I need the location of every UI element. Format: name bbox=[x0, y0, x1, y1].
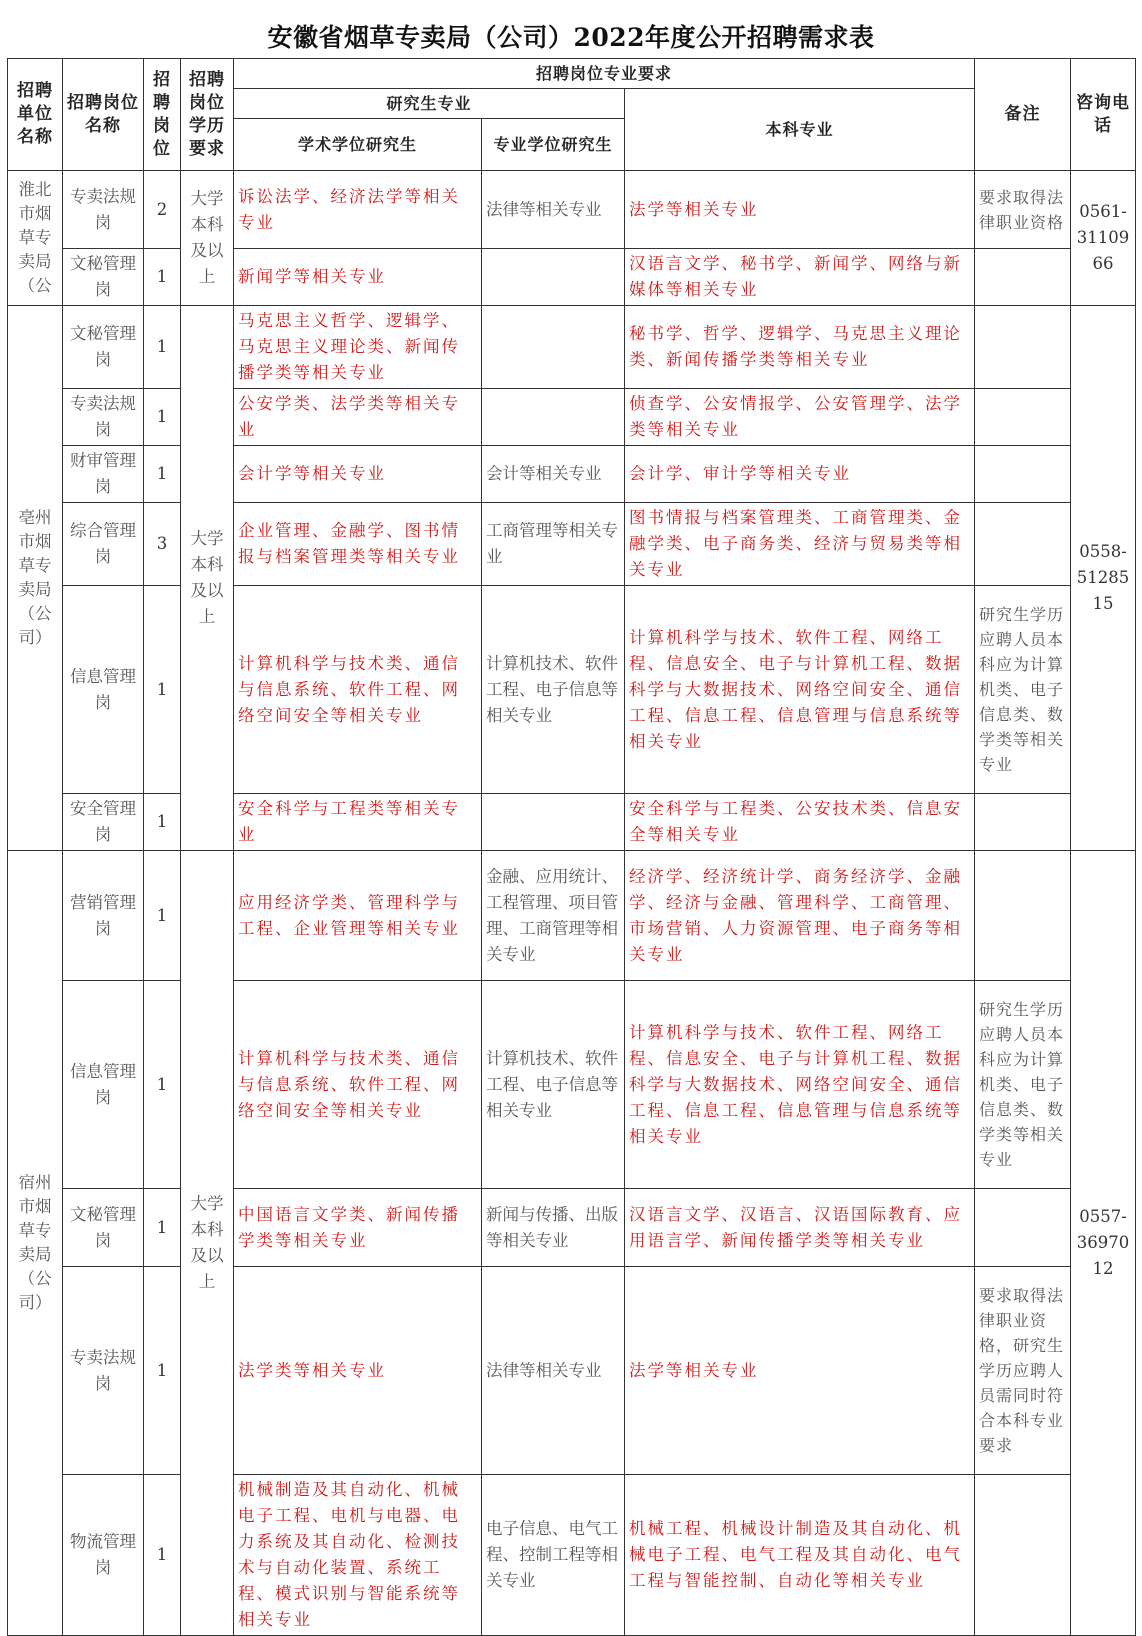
undergrad-major: 机械工程、机械设计制造及其自动化、机械电子工程、电气工程及其自动化、电气工程与智能控制、自动化等相关专业 bbox=[625, 1475, 975, 1636]
post-count: 1 bbox=[144, 389, 181, 446]
recruitment-table bbox=[7, 58, 1136, 1636]
education-requirement: 大学本科及以上 bbox=[181, 171, 234, 306]
post-name: 财审管理岗 bbox=[63, 446, 144, 503]
table-row bbox=[8, 851, 1136, 981]
header-undergrad: 本科专业 bbox=[625, 89, 975, 171]
post-name: 专卖法规岗 bbox=[63, 171, 144, 249]
academic-major: 应用经济学类、管理科学与工程、企业管理等相关专业 bbox=[234, 851, 482, 981]
contact-phone: 0557-3697012 bbox=[1071, 851, 1136, 1636]
note: 研究生学历应聘人员本科应为计算机类、电子信息类、数学类等相关专业 bbox=[975, 586, 1071, 794]
note bbox=[975, 1475, 1071, 1636]
post-count: 1 bbox=[144, 586, 181, 794]
academic-major: 法学类等相关专业 bbox=[234, 1267, 482, 1475]
table-row bbox=[8, 586, 1136, 794]
post-count: 1 bbox=[144, 981, 181, 1189]
table-row bbox=[8, 306, 1136, 389]
academic-major: 企业管理、金融学、图书情报与档案管理类等相关专业 bbox=[234, 503, 482, 586]
table-row bbox=[8, 503, 1136, 586]
post-count: 1 bbox=[144, 1189, 181, 1267]
post-name: 信息管理岗 bbox=[63, 981, 144, 1189]
professional-major: 新闻与传播、出版等相关专业 bbox=[482, 1189, 625, 1267]
post-name: 营销管理岗 bbox=[63, 851, 144, 981]
header-professional: 专业学位研究生 bbox=[482, 119, 625, 171]
academic-major: 安全科学与工程类等相关专业 bbox=[234, 794, 482, 851]
unit-name: 淮北市烟草专卖局（公 bbox=[8, 171, 63, 306]
post-name: 综合管理岗 bbox=[63, 503, 144, 586]
note bbox=[975, 306, 1071, 389]
post-count: 1 bbox=[144, 249, 181, 306]
academic-major: 马克思主义哲学、逻辑学、马克思主义理论类、新闻传播学类等相关专业 bbox=[234, 306, 482, 389]
professional-major: 计算机技术、软件工程、电子信息等相关专业 bbox=[482, 586, 625, 794]
professional-major bbox=[482, 249, 625, 306]
post-name: 文秘管理岗 bbox=[63, 1189, 144, 1267]
note: 要求取得法律职业资格，研究生学历应聘人员需同时符合本科专业要求 bbox=[975, 1267, 1071, 1475]
post-name: 文秘管理岗 bbox=[63, 306, 144, 389]
undergrad-major: 法学等相关专业 bbox=[625, 1267, 975, 1475]
professional-major: 工商管理等相关专业 bbox=[482, 503, 625, 586]
note bbox=[975, 249, 1071, 306]
post-name: 专卖法规岗 bbox=[63, 1267, 144, 1475]
header-academic: 学术学位研究生 bbox=[234, 119, 482, 171]
table-row bbox=[8, 1189, 1136, 1267]
undergrad-major: 秘书学、哲学、逻辑学、马克思主义理论类、新闻传播学类等相关专业 bbox=[625, 306, 975, 389]
undergrad-major: 计算机科学与技术、软件工程、网络工程、信息安全、电子与计算机工程、数据科学与大数据技术、网络空间安全、通信工程、信息工程、信息管理与信息系统等相关专业 bbox=[625, 981, 975, 1189]
note: 研究生学历应聘人员本科应为计算机类、电子信息类、数学类等相关专业 bbox=[975, 981, 1071, 1189]
post-count: 1 bbox=[144, 446, 181, 503]
professional-major: 金融、应用统计、工程管理、项目管理、工商管理等相关专业 bbox=[482, 851, 625, 981]
post-count: 1 bbox=[144, 851, 181, 981]
post-name: 文秘管理岗 bbox=[63, 249, 144, 306]
post-name: 安全管理岗 bbox=[63, 794, 144, 851]
header-tel: 咨询电话 bbox=[1071, 59, 1136, 171]
post-count: 3 bbox=[144, 503, 181, 586]
table-row bbox=[8, 1267, 1136, 1475]
undergrad-major: 图书情报与档案管理类、工商管理类、金融学类、电子商务类、经济与贸易类等相关专业 bbox=[625, 503, 975, 586]
academic-major: 中国语言文学类、新闻传播学类等相关专业 bbox=[234, 1189, 482, 1267]
undergrad-major: 汉语言文学、秘书学、新闻学、网络与新媒体等相关专业 bbox=[625, 249, 975, 306]
post-name: 信息管理岗 bbox=[63, 586, 144, 794]
professional-major: 法律等相关专业 bbox=[482, 1267, 625, 1475]
table-row bbox=[8, 794, 1136, 851]
table-row bbox=[8, 249, 1136, 306]
table-row bbox=[8, 1475, 1136, 1636]
professional-major: 会计等相关专业 bbox=[482, 446, 625, 503]
header-post: 招聘岗位名称 bbox=[63, 59, 144, 171]
post-count: 1 bbox=[144, 794, 181, 851]
page-title: 安徽省烟草专卖局（公司）2022年度公开招聘需求表 bbox=[267, 23, 875, 52]
education-requirement: 大学本科及以上 bbox=[181, 851, 234, 1636]
note: 要求取得法律职业资格 bbox=[975, 171, 1071, 249]
post-count: 1 bbox=[144, 306, 181, 389]
professional-major bbox=[482, 389, 625, 446]
note bbox=[975, 503, 1071, 586]
header-unit: 招聘单位名称 bbox=[8, 59, 63, 171]
header-note: 备注 bbox=[975, 59, 1071, 171]
header-edu: 招聘岗位学历要求 bbox=[181, 59, 234, 171]
undergrad-major: 会计学、审计学等相关专业 bbox=[625, 446, 975, 503]
undergrad-major: 法学等相关专业 bbox=[625, 171, 975, 249]
professional-major: 法律等相关专业 bbox=[482, 171, 625, 249]
professional-major bbox=[482, 306, 625, 389]
note bbox=[975, 446, 1071, 503]
post-name: 物流管理岗 bbox=[63, 1475, 144, 1636]
post-count: 1 bbox=[144, 1267, 181, 1475]
table-body bbox=[8, 171, 1136, 1636]
table-row bbox=[8, 446, 1136, 503]
academic-major: 计算机科学与技术类、通信与信息系统、软件工程、网络空间安全等相关专业 bbox=[234, 586, 482, 794]
education-requirement: 大学本科及以上 bbox=[181, 306, 234, 851]
professional-major: 电子信息、电气工程、控制工程等相关专业 bbox=[482, 1475, 625, 1636]
table-row bbox=[8, 981, 1136, 1189]
academic-major: 机械制造及其自动化、机械电子工程、电机与电器、电力系统及其自动化、检测技术与自动化装置、系统工程、模式识别与智能系统等相关专业 bbox=[234, 1475, 482, 1636]
note bbox=[975, 851, 1071, 981]
undergrad-major: 经济学、经济统计学、商务经济学、金融学、经济与金融、管理科学、工商管理、市场营销、人力资源管理、电子商务等相关专业 bbox=[625, 851, 975, 981]
professional-major: 计算机技术、软件工程、电子信息等相关专业 bbox=[482, 981, 625, 1189]
academic-major: 公安学类、法学类等相关专业 bbox=[234, 389, 482, 446]
note bbox=[975, 389, 1071, 446]
professional-major bbox=[482, 794, 625, 851]
undergrad-major: 安全科学与工程类、公安技术类、信息安全等相关专业 bbox=[625, 794, 975, 851]
table-row bbox=[8, 389, 1136, 446]
academic-major: 会计学等相关专业 bbox=[234, 446, 482, 503]
contact-phone: 0561-3110966 bbox=[1071, 171, 1136, 306]
undergrad-major: 汉语言文学、汉语言、汉语国际教育、应用语言学、新闻传播学类等相关专业 bbox=[625, 1189, 975, 1267]
note bbox=[975, 794, 1071, 851]
contact-phone: 0558-5128515 bbox=[1071, 306, 1136, 851]
academic-major: 诉讼法学、经济法学等相关专业 bbox=[234, 171, 482, 249]
post-count: 2 bbox=[144, 171, 181, 249]
unit-name: 宿州市烟草专卖局（公司） bbox=[8, 851, 63, 1636]
unit-name: 亳州市烟草专卖局（公司） bbox=[8, 306, 63, 851]
post-name: 专卖法规岗 bbox=[63, 389, 144, 446]
header-grad: 研究生专业 bbox=[234, 89, 625, 119]
post-count: 1 bbox=[144, 1475, 181, 1636]
header-count: 招聘岗位 bbox=[144, 59, 181, 171]
academic-major: 新闻学等相关专业 bbox=[234, 249, 482, 306]
undergrad-major: 侦查学、公安情报学、公安管理学、法学类等相关专业 bbox=[625, 389, 975, 446]
document-page bbox=[7, 0, 1135, 1636]
table-row bbox=[8, 171, 1136, 249]
note bbox=[975, 1189, 1071, 1267]
header-major-req: 招聘岗位专业要求 bbox=[234, 59, 975, 89]
undergrad-major: 计算机科学与技术、软件工程、网络工程、信息安全、电子与计算机工程、数据科学与大数据技术、网络空间安全、通信工程、信息工程、信息管理与信息系统等相关专业 bbox=[625, 586, 975, 794]
academic-major: 计算机科学与技术类、通信与信息系统、软件工程、网络空间安全等相关专业 bbox=[234, 981, 482, 1189]
